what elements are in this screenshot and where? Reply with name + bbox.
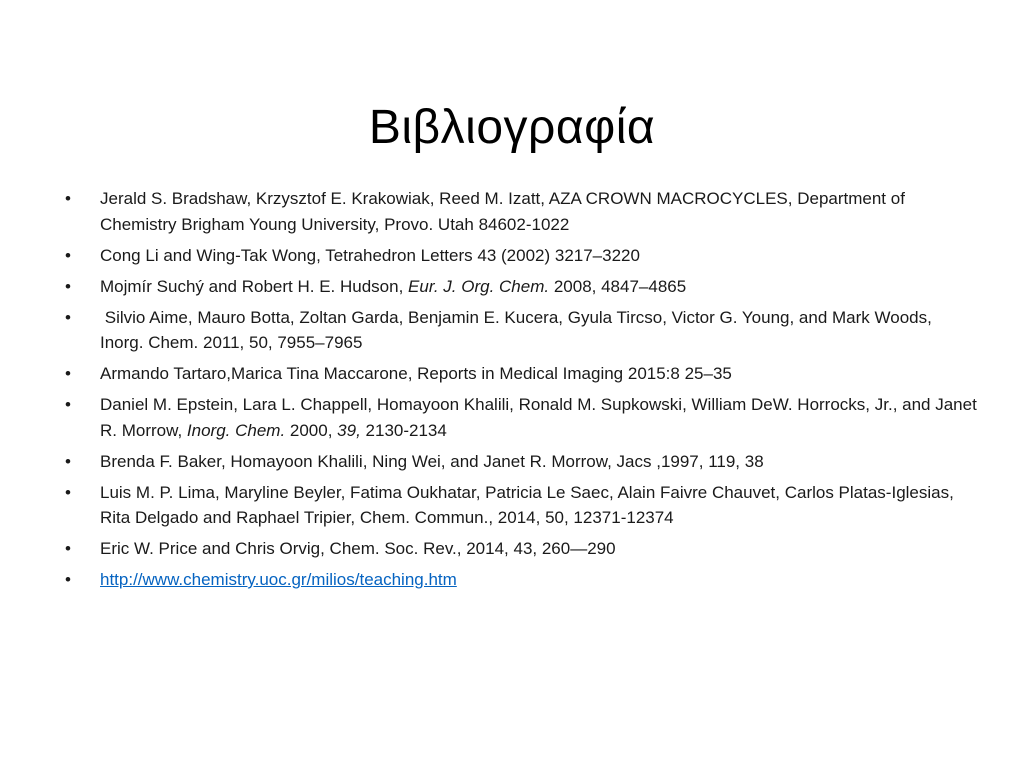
- reference-item: [58, 392, 978, 443]
- reference-authors: Daniel M. Epstein, Lara L. Chappell, Homayoon Khalili, Ronald M. Supkowski, William DeW. Horrocks, Jr., and Janet R. Morrow,: [100, 395, 977, 440]
- reference-item: [58, 243, 978, 269]
- reference-journal: Inorg. Chem.: [186, 420, 286, 440]
- bullet-icon: •: [65, 307, 71, 327]
- bullet-icon: •: [65, 245, 71, 265]
- reference-item: [58, 480, 978, 531]
- reference-item: [58, 567, 978, 593]
- slide-title: Βιβλιογραφία: [368, 101, 656, 155]
- reference-journal: Eur. J. Org. Chem.: [408, 276, 550, 296]
- reference-text: Jerald S. Bradshaw, Krzysztof E. Krakowiak, Reed M. Izatt, AZA CROWN MACROCYCLES, Department of Chemistry Brigham Young University, Provo. Utah 84602-1022: [100, 189, 905, 234]
- reference-text: Cong Li and Wing-Tak Wong, Tetrahedron Letters 43 (2002) 3217–3220: [100, 245, 640, 265]
- reference-text: Eric W. Price and Chris Orvig, Chem. Soc. Rev., 2014, 43, 260—290: [100, 539, 616, 558]
- bullet-icon: •: [65, 276, 71, 296]
- reference-item: [58, 449, 978, 475]
- bullet-icon: •: [65, 539, 71, 558]
- bullet-icon: •: [65, 189, 71, 208]
- reference-link[interactable]: http://www.chemistry.uoc.gr/milios/teaching.htm: [100, 570, 457, 589]
- reference-item: [58, 361, 978, 387]
- reference-item: [58, 305, 978, 356]
- bullet-icon: •: [65, 570, 71, 589]
- reference-text: Armando Tartaro,Marica Tina Maccarone, Reports in Medical Imaging 2015:8 25–35: [100, 364, 732, 383]
- reference-pages: 2130-2134: [360, 420, 447, 440]
- reference-volume: 39,: [337, 420, 361, 440]
- reference-item: [58, 536, 978, 562]
- bullet-icon: •: [65, 482, 71, 502]
- bullet-icon: •: [65, 395, 71, 414]
- reference-list: [58, 186, 978, 598]
- reference-details: 2008, 4847–4865: [549, 276, 687, 296]
- reference-item: [58, 186, 978, 237]
- reference-text: Luis M. P. Lima, Maryline Beyler, Fatima Oukhatar, Patricia Le Saec, Alain Faivre Chauvet, Carlos Platas-Iglesias, Rita Delgado and Raphael Tripier, Chem. Commun., 2014, 50, 12371-12374: [100, 482, 954, 527]
- reference-text: Silvio Aime, Mauro Botta, Zoltan Garda, Benjamin E. Kucera, Gyula Tircso, Victor G. Young, and Mark Woods, Inorg. Chem. 2011, 50, 7955–7965: [100, 307, 937, 352]
- reference-authors: Mojmír Suchý and Robert H. E. Hudson,: [100, 276, 409, 296]
- reference-item: [58, 274, 978, 300]
- reference-text: Brenda F. Baker, Homayoon Khalili, Ning Wei, and Janet R. Morrow, Jacs ,1997, 119, 38: [100, 451, 764, 471]
- reference-year: 2000,: [285, 420, 338, 440]
- bullet-icon: •: [65, 364, 71, 383]
- bullet-icon: •: [65, 451, 71, 471]
